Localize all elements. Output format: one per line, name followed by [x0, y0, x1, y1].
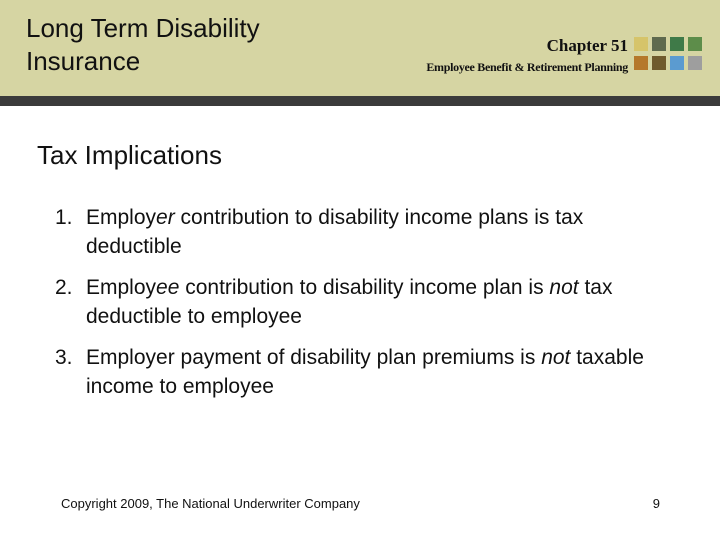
item-text-part: Employer payment of disability plan premiums is [86, 346, 542, 369]
implications-list [55, 203, 675, 413]
item-text-part: contribution to disability income plan is [179, 276, 550, 299]
square-7 [670, 56, 684, 70]
item-emphasis: ee [156, 276, 180, 299]
item-text-part: Employ [86, 276, 157, 299]
square-6 [652, 56, 666, 70]
slide-title [26, 12, 260, 78]
list-item [55, 343, 675, 401]
square-5 [634, 56, 648, 70]
list-item [55, 203, 675, 261]
item-text [86, 206, 583, 258]
square-4 [688, 37, 702, 51]
item-emphasis: not [549, 276, 579, 299]
item-emphasis: not [541, 346, 571, 369]
copyright-footer: Copyright 2009, The National Underwriter Company [61, 496, 360, 511]
item-text-part: taxable income to employee [86, 346, 644, 398]
title-line-1: Long Term Disability [26, 13, 260, 43]
item-text-part: contribution to disability income plans is tax deductible [86, 206, 584, 258]
book-title: Employee Benefit & Retirement Planning [426, 60, 628, 74]
header-divider-bar [0, 96, 720, 106]
item-number: 1. [55, 206, 73, 229]
item-number: 2. [55, 276, 73, 299]
item-text [86, 276, 612, 328]
square-8 [688, 56, 702, 70]
title-line-2: Insurance [26, 46, 141, 76]
item-number: 3. [55, 346, 73, 369]
chapter-label: Chapter 51 [546, 36, 628, 55]
item-text-part: Employ [86, 206, 157, 229]
square-3 [670, 37, 684, 51]
item-emphasis: er [156, 206, 175, 229]
page-number: 9 [652, 496, 660, 511]
square-1 [634, 37, 648, 51]
item-text [86, 346, 644, 398]
list-item [55, 273, 675, 331]
decorative-squares [634, 37, 714, 73]
item-text-part: tax deductible to employee [86, 276, 613, 328]
slide-header [0, 0, 720, 96]
slide-heading: Tax Implications [37, 140, 222, 170]
square-2 [652, 37, 666, 51]
